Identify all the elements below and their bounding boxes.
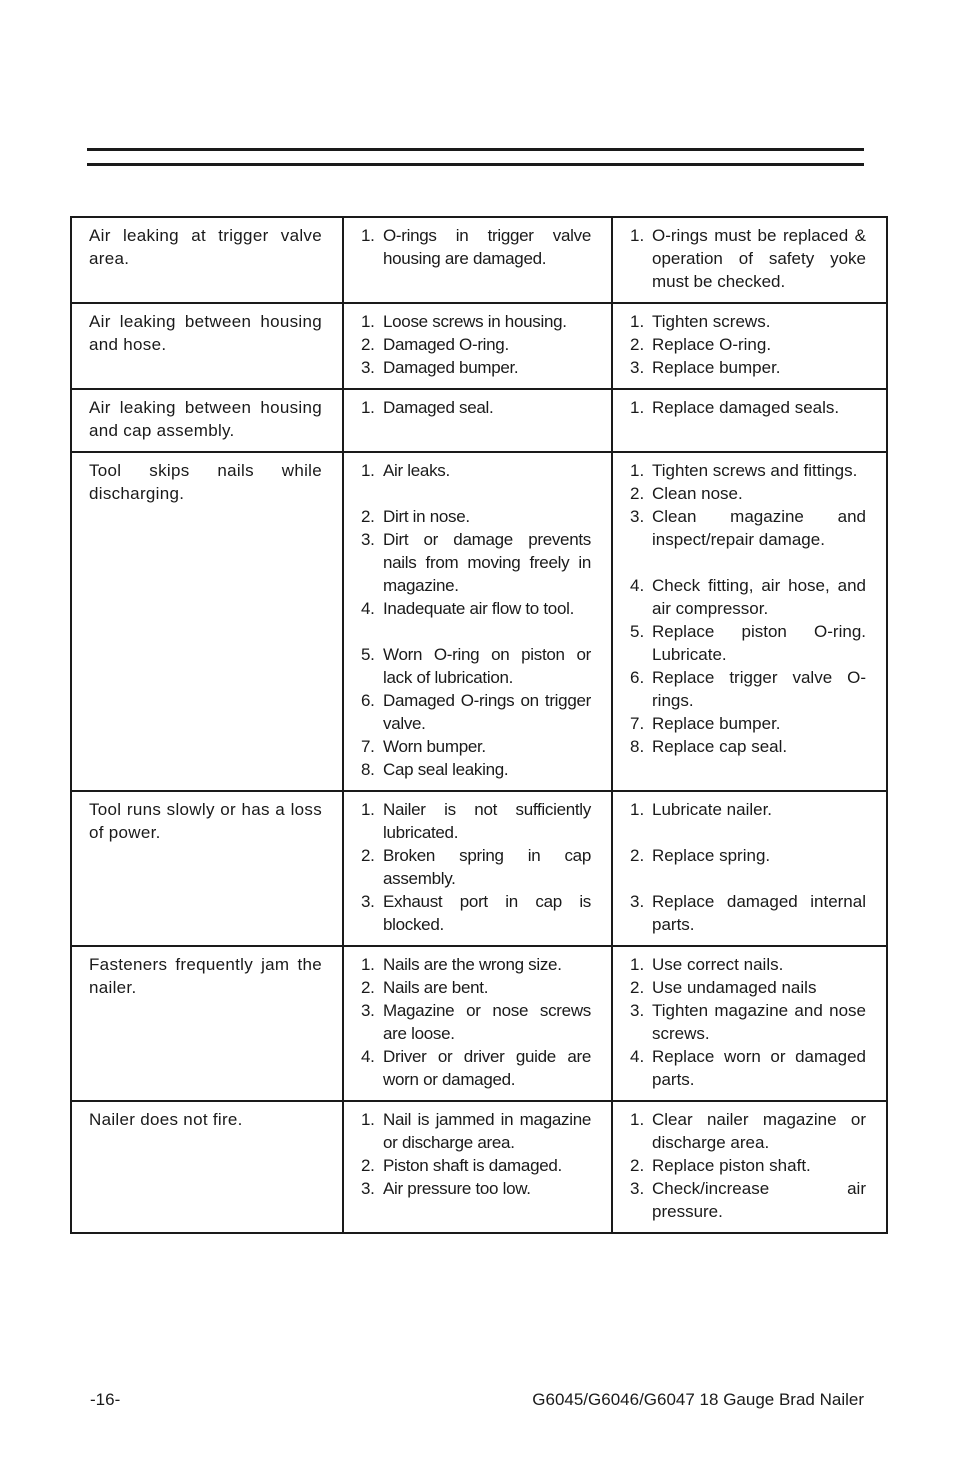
header-rule-bottom <box>87 163 864 166</box>
list-item: 4. Check fitting, air hose, and air compressor. <box>630 576 866 618</box>
list-item: 4. Inadequate air flow to tool. <box>361 599 575 618</box>
list-item: 2. Damaged O-ring. <box>361 335 509 354</box>
cause-cell <box>343 1101 612 1233</box>
table-row <box>71 303 887 389</box>
cause-cell <box>343 791 612 946</box>
cause-cell <box>343 303 612 389</box>
symptom-cell <box>71 217 343 303</box>
list-item: 2. Clean nose. <box>630 484 743 503</box>
solution-cell <box>612 303 887 389</box>
list-item: 1. O-rings must be replaced & operation of safety yoke must be checked. <box>630 226 866 291</box>
solution-cell <box>612 389 887 452</box>
page-number: -16- <box>90 1390 121 1409</box>
list-item: 1. Air leaks. <box>361 461 450 480</box>
list-item: 3. Tighten magazine and nose screws. <box>630 1001 866 1043</box>
table-row <box>71 791 887 946</box>
list-item: 3. Dirt or damage prevents nails from moving freely in magazine. <box>361 530 591 595</box>
list-item: 1. Clear nailer magazine or discharge area. <box>630 1110 866 1152</box>
solution-cell <box>612 946 887 1101</box>
list-item: 2. Use undamaged nails <box>630 978 817 997</box>
symptom-text: Air leaking at trigger valve area. <box>89 226 322 268</box>
list-item: 3. Damaged bumper. <box>361 358 519 377</box>
list-item: 8. Cap seal leaking. <box>361 760 509 779</box>
list-item: 5. Replace piston O-ring. Lubricate. <box>630 622 866 664</box>
list-item: 3. Air pressure too low. <box>361 1179 531 1198</box>
symptom-text: Fasteners frequently jam the nailer. <box>89 955 322 997</box>
list-item: 3. Magazine or nose screws are loose. <box>361 1001 591 1043</box>
symptom-text: Tool skips nails while discharging. <box>89 461 322 503</box>
symptom-cell <box>71 791 343 946</box>
list-item: 2. Dirt in nose. <box>361 507 470 526</box>
troubleshooting-table <box>70 216 888 1234</box>
table-row <box>71 946 887 1101</box>
cause-cell <box>343 946 612 1101</box>
solution-cell <box>612 1101 887 1233</box>
list-item: 2. Replace piston shaft. <box>630 1156 811 1175</box>
list-item: 5. Worn O-ring on piston or lack of lubrication. <box>361 645 591 687</box>
list-item: 2. Replace O-ring. <box>630 335 772 354</box>
symptom-cell <box>71 389 343 452</box>
list-item: 3. Replace bumper. <box>630 358 781 377</box>
list-item: 4. Driver or driver guide are worn or damaged. <box>361 1047 591 1089</box>
list-item: 3. Clean magazine and inspect/repair damage. <box>630 507 866 549</box>
symptom-text: Air leaking between housing and cap assembly. <box>89 398 322 440</box>
cause-cell <box>343 217 612 303</box>
list-item: 6. Damaged O-rings on trigger valve. <box>361 691 591 733</box>
symptom-cell <box>71 452 343 791</box>
symptom-cell <box>71 946 343 1101</box>
list-item: 8. Replace cap seal. <box>630 737 788 756</box>
list-item: 6. Replace trigger valve O-rings. <box>630 668 866 710</box>
list-item: 1. Use correct nails. <box>630 955 784 974</box>
list-item: 1. Nailer is not sufficiently lubricated. <box>361 800 591 842</box>
list-item: 1. Lubricate nailer. <box>630 800 773 819</box>
list-item: 1. O-rings in trigger valve housing are damaged. <box>361 226 591 268</box>
list-item: 4. Replace worn or damaged parts. <box>630 1047 866 1089</box>
list-item: 1. Nail is jammed in magazine or discharge area. <box>361 1110 591 1152</box>
document-title: G6045/G6046/G6047 18 Gauge Brad Nailer <box>532 1390 864 1409</box>
solution-cell <box>612 791 887 946</box>
list-item: 1. Nails are the wrong size. <box>361 955 562 974</box>
symptom-cell <box>71 303 343 389</box>
list-item: 2. Replace spring. <box>630 846 771 865</box>
list-item: 7. Replace bumper. <box>630 714 781 733</box>
table-row <box>71 389 887 452</box>
list-item: 2. Nails are bent. <box>361 978 489 997</box>
solution-cell <box>612 217 887 303</box>
solution-cell <box>612 452 887 791</box>
list-item: 3. Check/increase air pressure. <box>630 1179 866 1221</box>
list-item: 2. Piston shaft is damaged. <box>361 1156 562 1175</box>
list-item: 1. Tighten screws and fittings. <box>630 461 858 480</box>
list-item: 1. Tighten screws. <box>630 312 771 331</box>
header-rule-top <box>87 148 864 151</box>
table-row <box>71 1101 887 1233</box>
table-row <box>71 217 887 303</box>
list-item: 1. Damaged seal. <box>361 398 494 417</box>
cause-cell <box>343 389 612 452</box>
symptom-text: Air leaking between housing and hose. <box>89 312 322 354</box>
symptom-text: Nailer does not fire. <box>89 1110 243 1129</box>
symptom-cell <box>71 1101 343 1233</box>
list-item: 1. Replace damaged seals. <box>630 398 840 417</box>
list-item: 3. Replace damaged internal parts. <box>630 892 866 934</box>
list-item: 1. Loose screws in housing. <box>361 312 567 331</box>
symptom-text: Tool runs slowly or has a loss of power. <box>89 800 322 842</box>
list-item: 7. Worn bumper. <box>361 737 486 756</box>
table-row <box>71 452 887 791</box>
cause-cell <box>343 452 612 791</box>
list-item: 3. Exhaust port in cap is blocked. <box>361 892 591 934</box>
list-item: 2. Broken spring in cap assembly. <box>361 846 591 888</box>
